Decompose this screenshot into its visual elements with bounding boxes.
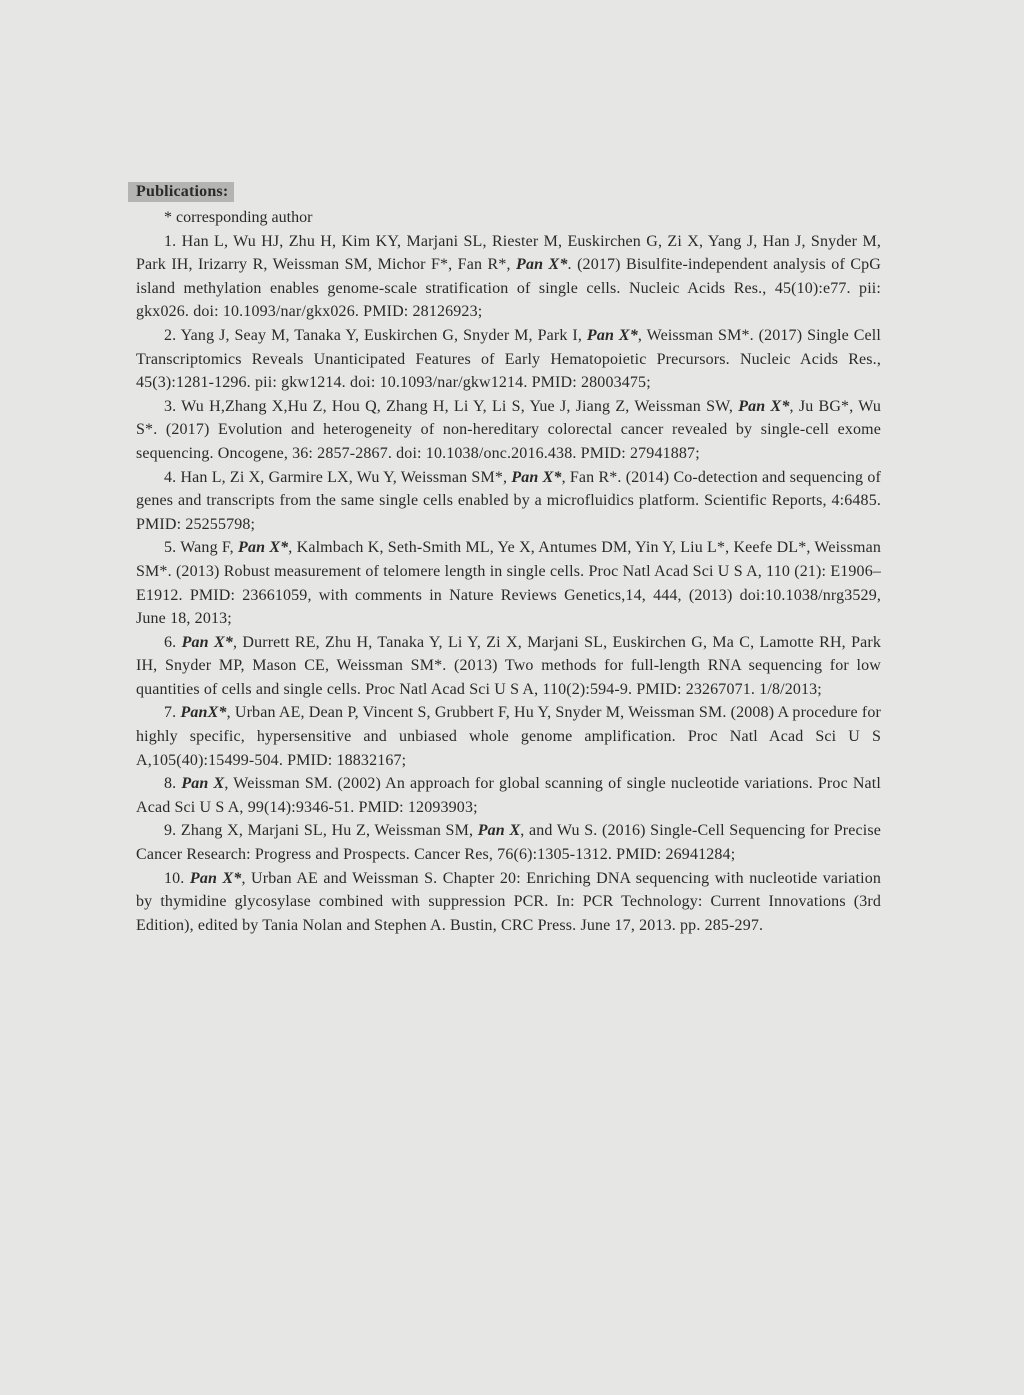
publication-item xyxy=(136,819,881,866)
publication-authors-before: 1. Han L, Wu HJ, Zhu H, Kim KY, Marjani SL, Riester M, Euskirchen G, Zi X, Yang J, Han J, Snyder M, Park IH, Irizarry R, Weissman SM, Michor F*, Fan R*, xyxy=(136,232,881,274)
publication-details: , and Wu S. (2016) Single-Cell Sequencing for Precise Cancer Research: Progress and Prospects. Cancer Res, 76(6):1305-1312. PMID: 26941284; xyxy=(136,822,882,864)
publication-item xyxy=(136,701,881,772)
publication-list xyxy=(136,230,881,938)
publication-authors-before: 10. xyxy=(164,869,190,887)
highlighted-author: Pan X* xyxy=(511,468,562,486)
corresponding-author-note: * corresponding author xyxy=(164,209,313,226)
publication-details: , Fan R*. (2014) Co-detection and sequencing of genes and transcripts from the same single cells enabled by a microfluidics platform. Scientific Reports, 4:6485. PMID: 25255798; xyxy=(136,468,881,533)
section-heading: Publications: xyxy=(128,182,234,202)
publication-item xyxy=(136,395,881,466)
publication-authors-before: 8. xyxy=(164,775,182,793)
publication-details: , Kalmbach K, Seth-Smith ML, Ye X, Antumes DM, Yin Y, Liu L*, Keefe DL*, Weissman SM*. (2013) Robust measurement of telomere length in single cells. Proc Natl Acad Sci U S A, 110 (21): E1906–E1912. PMID: 23661059, with comments in Nature Reviews Genetics,14, 444, (2013) doi:10.1038/nrg3529, June 18, 2013; xyxy=(136,539,881,628)
highlighted-author: Pan X* xyxy=(189,869,242,887)
publication-details: . (2017) Bisulfite-independent analysis of CpG island methylation enables genome-scale stratification of single cells. Nucleic Acids Res., 45(10):e77. pii: gkx026. doi: 10.1093/nar/gkx026. PMID: 28126923; xyxy=(136,256,882,321)
publication-details: , Weissman SM. (2002) An approach for global scanning of single nucleotide variations. Proc Natl Acad Sci U S A, 99(14):9346-51. PMID: 12093903; xyxy=(136,775,881,816)
publication-item xyxy=(136,324,881,395)
publication-authors-before: 5. Wang F, xyxy=(164,539,239,557)
publication-details: , Ju BG*, Wu S*. (2017) Evolution and heterogeneity of non-hereditary colorectal cancer revealed by single-cell exome sequencing. Oncogene, 36: 2857-2867. doi: 10.1038/onc.2016.438. PMID: 27941887; xyxy=(136,397,881,462)
highlighted-author: Pan X* xyxy=(238,539,289,557)
publication-details: , Urban AE and Weissman S. Chapter 20: Enriching DNA sequencing with nucleotide variation by thymidine glycosylase combined with suppression PCR. In: PCR Technology: Current Innovations (3rd Edition), edited by Tania Nolan and Stephen A. Bustin, CRC Press. June 17, 2013. pp. 285-297. xyxy=(136,869,882,934)
publication-authors-before: 2. Yang J, Seay M, Tanaka Y, Euskirchen G, Snyder M, Park I, xyxy=(164,326,587,344)
publication-authors-before: 3. Wu H,Zhang X,Hu Z, Hou Q, Zhang H, Li Y, Li S, Yue J, Jiang Z, Weissman SW, xyxy=(164,397,739,415)
publication-details: , Urban AE, Dean P, Vincent S, Grubbert F, Hu Y, Snyder M, Weissman SM. (2008) A procedure for highly specific, hypersensitive and unbiased whole genome amplification. Proc Natl Acad Sci U S A,105(40):15499-504. PMID: 18832167; xyxy=(136,704,882,769)
highlighted-author: Pan X* xyxy=(516,256,568,274)
publication-item xyxy=(136,230,881,324)
publication-authors-before: 4. Han L, Zi X, Garmire LX, Wu Y, Weissman SM*, xyxy=(164,468,512,486)
highlighted-author: Pan X xyxy=(181,775,225,793)
highlighted-author: Pan X xyxy=(477,822,521,840)
highlighted-author: Pan X* xyxy=(738,397,790,415)
publication-item xyxy=(136,772,881,819)
publication-details: , Weissman SM*. (2017) Single Cell Transcriptomics Reveals Unanticipated Features of Early Hematopoietic Precursors. Nucleic Acids Res., 45(3):1281-1296. pii: gkw1214. doi: 10.1093/nar/gkw1214. PMID: 28003475; xyxy=(136,326,881,392)
highlighted-author: Pan X* xyxy=(586,326,638,344)
publication-authors-before: 9. Zhang X, Marjani SL, Hu Z, Weissman SM, xyxy=(164,822,478,840)
highlighted-author: Pan X* xyxy=(181,633,233,651)
publication-item xyxy=(136,536,881,630)
publication-item xyxy=(136,466,881,537)
publication-item xyxy=(136,867,881,938)
highlighted-author: PanX* xyxy=(180,704,227,722)
publications-section xyxy=(136,182,881,937)
publication-item xyxy=(136,631,881,702)
publication-authors-before: 7. xyxy=(164,704,181,722)
publication-authors-before: 6. xyxy=(164,633,182,651)
publication-details: , Durrett RE, Zhu H, Tanaka Y, Li Y, Zi X, Marjani SL, Euskirchen G, Ma C, Lamotte RH, Park IH, Snyder MP, Mason CE, Weissman SM*. (2013) Two methods for full-length RNA sequencing for low quantities of cells and single cells. Proc Natl Acad Sci U S A, 110(2):594-9. PMID: 23267071. 1/8/2013; xyxy=(136,633,882,698)
